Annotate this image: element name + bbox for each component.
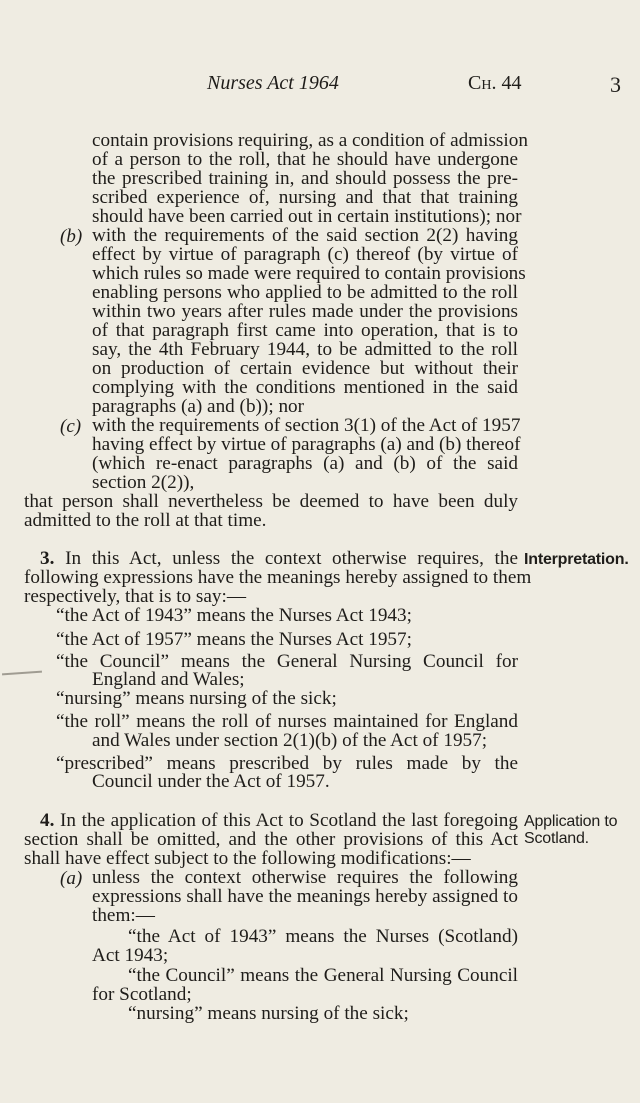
text-line: contain provisions requiring, as a condition of admission [92, 130, 528, 151]
definition-line: “the Council” means the General Nursing Council for [56, 651, 518, 672]
definition-line: “the Council” means the General Nursing Council [128, 965, 518, 986]
para-label-b: (b) [60, 226, 83, 247]
section-3-line [40, 549, 518, 568]
para-label-c: (c) [60, 416, 82, 437]
running-header [0, 72, 640, 98]
definition-line: “the Act of 1957” means the Nurses Act 1957; [56, 629, 412, 650]
section-4-line [40, 811, 518, 830]
text-line: of that paragraph first came into operation, that is to [92, 320, 518, 341]
text-line: complying with the conditions mentioned in the said [92, 377, 518, 398]
text-line: within two years after rules made under the provisions [92, 301, 518, 322]
definition-line: and Wales under section 2(1)(b) of the Act of 1957; [92, 730, 488, 751]
text-line: following expressions have the meanings hereby assigned to them [24, 567, 532, 588]
margin-note-application: Application to [524, 813, 618, 830]
margin-note-interpretation: Interpretation. [524, 551, 629, 568]
para-label-a: (a) [60, 868, 83, 889]
section-number: 4. [40, 810, 55, 831]
text-span: In the application of this Act to Scotland the last foregoing [60, 810, 518, 831]
text-line: effect by virtue of paragraph (c) thereof (by virtue of [92, 244, 518, 265]
text-line: section shall be omitted, and the other provisions of this Act [24, 829, 518, 850]
definition-line: for Scotland; [92, 984, 192, 1005]
definition-line: Act 1943; [92, 945, 169, 966]
definition-line: “the Act of 1943” means the Nurses (Scotland) [128, 926, 518, 947]
text-span: In this Act, unless the context otherwise requires, the [65, 548, 519, 569]
text-line: them:— [92, 905, 155, 926]
page-number: 3 [610, 72, 621, 97]
section-number: 3. [40, 548, 55, 569]
definition-line: Council under the Act of 1957. [92, 771, 330, 792]
text-line: of a person to the roll, that he should have undergone [92, 149, 518, 170]
definition-line: “prescribed” means prescribed by rules made by the [56, 753, 518, 774]
text-line: the prescribed training in, and should possess the pre- [92, 168, 518, 189]
margin-pencil-mark [2, 671, 42, 676]
definition-line: “nursing” means nursing of the sick; [128, 1003, 409, 1024]
text-line: say, the 4th February 1944, to be admitted to the roll [92, 339, 518, 360]
text-line: that person shall nevertheless be deemed to have been duly [24, 491, 518, 512]
text-line: enabling persons who applied to be admitted to the roll [92, 282, 518, 303]
definition-line: “the Act of 1943” means the Nurses Act 1943; [56, 605, 412, 626]
text-line: with the requirements of section 3(1) of the Act of 1957 [92, 415, 521, 436]
definition-line: “nursing” means nursing of the sick; [56, 688, 337, 709]
text-line: paragraphs (a) and (b)); nor [92, 396, 305, 417]
definition-line: “the roll” means the roll of nurses maintained for England [56, 711, 518, 732]
margin-note-application: Scotland. [524, 830, 589, 847]
text-line: respectively, that is to say:— [24, 586, 247, 607]
text-line: with the requirements of the said section 2(2) having [92, 225, 518, 246]
text-line: section 2(2)), [92, 472, 195, 493]
text-line: having effect by virtue of paragraphs (a) and (b) thereof [92, 434, 521, 455]
text-line: expressions shall have the meanings hereby assigned to [92, 886, 518, 907]
text-line: shall have effect subject to the following modifications:— [24, 848, 471, 869]
definition-line: England and Wales; [92, 669, 245, 690]
text-line: scribed experience of, nursing and that that training [92, 187, 518, 208]
text-line: admitted to the roll at that time. [24, 510, 267, 531]
act-title: Nurses Act 1964 [207, 72, 339, 94]
text-line: which rules so made were required to contain provisions [92, 263, 526, 284]
text-line: on production of certain evidence but without their [92, 358, 518, 379]
text-line: unless the context otherwise requires the following [92, 867, 518, 888]
chapter-number: Ch. 44 [468, 72, 522, 94]
text-line: (which re-enact paragraphs (a) and (b) of the said [92, 453, 518, 474]
text-line: should have been carried out in certain institutions); nor [92, 206, 522, 227]
